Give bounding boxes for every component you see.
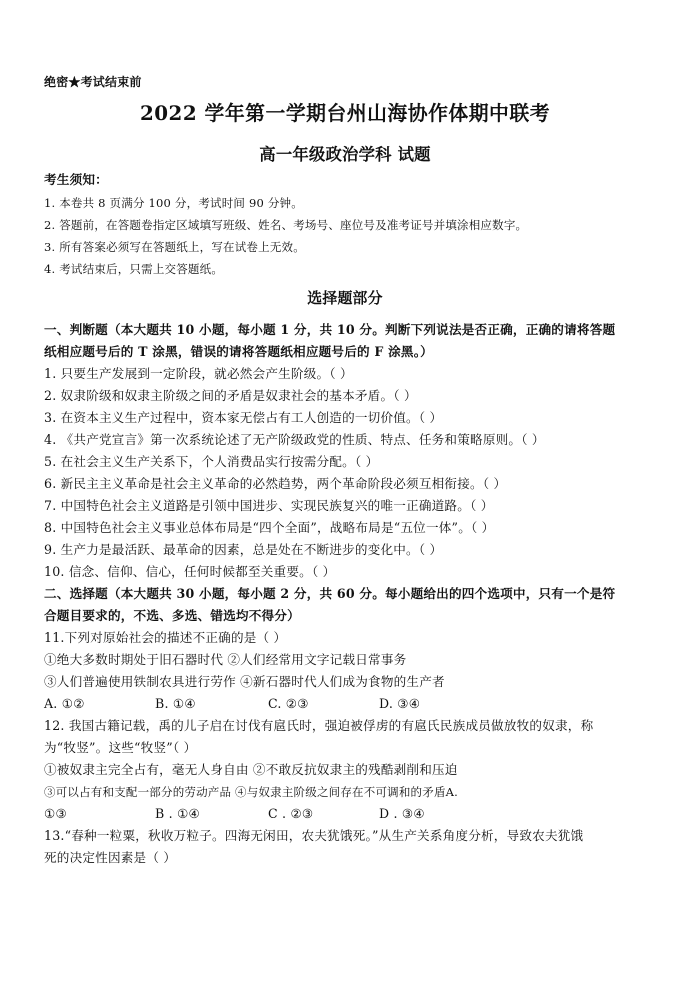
question-13-stem: 13.“春种一粒粟，秋收万粒子。四海无闲田，农夫犹饿死。”从生产关系角度分析，导致农夫犹饿	[44, 828, 584, 843]
judge-question: 7. 中国特色社会主义道路是引领中国进步、实现民族复兴的唯一正确道路。（ ）	[44, 498, 494, 513]
choice-a: A. ①②	[44, 696, 85, 711]
notice-item: 3. 所有答案必须写在答题纸上，写在试卷上无效。	[44, 240, 305, 254]
part2-heading: 二、选择题（本大题共 30 小题，每小题 2 分，共 60 分。每小题给出的四个选项中，只有一个是符	[44, 586, 616, 601]
exam-subtitle: 高一年级政治学科 试题	[259, 145, 431, 164]
question-12-choices	[44, 806, 425, 822]
judge-question: 3. 在资本主义生产过程中，资本家无偿占有工人创造的一切价值。（ ）	[44, 410, 443, 425]
part1-heading-cont: 纸相应题号后的 T 涂黑，错误的请将答题纸相应题号后的 F 涂黑。）	[44, 344, 433, 359]
notice-item: 2. 答题前，在答题卷指定区域填写班级、姓名、考场号、座位号及准考证号并填涂相应数字。	[44, 218, 528, 232]
judge-question: 10. 信念、信仰、信心，任何时候都至关重要。（ ）	[44, 564, 336, 579]
judge-question: 4. 《共产党宣言》第一次系统论述了无产阶级政党的性质、特点、任务和策略原则。（ ）	[44, 432, 545, 447]
judge-question: 9. 生产力是最活跃、最革命的因素，总是处在不断进步的变化中。（ ）	[44, 542, 443, 557]
question-12-options: ①被奴隶主完全占有，毫无人身自由 ②不敢反抗奴隶主的残酷剥削和压迫	[44, 762, 458, 777]
choice-c: C. ②③	[268, 696, 309, 711]
notice-heading: 考生须知：	[44, 172, 108, 187]
choice-b: B . ①④	[155, 806, 201, 821]
question-11-choices	[44, 696, 420, 712]
choice-a: ①③	[44, 806, 67, 821]
part1-heading: 一、判断题（本大题共 10 小题，每小题 1 分，共 10 分。判断下列说法是否正确，正确的请将答题	[44, 322, 616, 337]
question-11-stem: 11.下列对原始社会的描述不正确的是（ ）	[44, 630, 287, 645]
choice-d: D . ③④	[379, 806, 425, 821]
section-title: 选择题部分	[307, 289, 383, 307]
judge-question: 6. 新民主主义革命是社会主义革命的必然趋势，两个革命阶段必须互相衔接。（ ）	[44, 476, 507, 491]
question-12-options: ③可以占有和支配一部分的劳动产品 ④与奴隶主阶级之间存在不可调和的矛盾A.	[44, 785, 459, 799]
judge-question: 2. 奴隶阶级和奴隶主阶级之间的矛盾是奴隶社会的基本矛盾。（ ）	[44, 388, 417, 403]
part2-heading-cont: 合题目要求的，不选、多选、错选均不得分）	[44, 608, 300, 623]
choice-c: C . ②③	[268, 806, 314, 821]
confidential-label: 绝密★考试结束前	[44, 75, 142, 89]
notice-item: 1. 本卷共 8 页满分 100 分，考试时间 90 分钟。	[44, 196, 303, 210]
question-12-stem-cont: 为“牧竖”。这些“牧竖”（ ）	[44, 740, 197, 755]
question-12-stem: 12. 我国古籍记载，禹的儿子启在讨伐有扈氏时，强迫被俘虏的有扈氏民族成员做放牧的奴隶，称	[44, 718, 594, 733]
question-13-stem-cont: 死的决定性因素是（ ）	[44, 850, 177, 865]
exam-title: 2022 学年第一学期台州山海协作体期中联考	[139, 101, 551, 125]
choice-b: B. ①④	[155, 696, 196, 711]
judge-question: 1. 只要生产发展到一定阶段，就必然会产生阶级。（ ）	[44, 366, 353, 381]
question-11-options: ③人们普遍使用铁制农具进行劳作 ④新石器时代人们成为食物的生产者	[44, 674, 445, 689]
choice-d: D. ③④	[379, 696, 421, 711]
judge-question: 5. 在社会主义生产关系下，个人消费品实行按需分配。（ ）	[44, 454, 379, 469]
judge-question: 8. 中国特色社会主义事业总体布局是“四个全面”，战略布局是“五位一体”。（ ）	[44, 520, 495, 535]
question-11-options: ①绝大多数时期处于旧石器时代 ②人们经常用文字记载日常事务	[44, 652, 407, 667]
notice-item: 4. 考试结束后，只需上交答题纸。	[44, 262, 224, 276]
